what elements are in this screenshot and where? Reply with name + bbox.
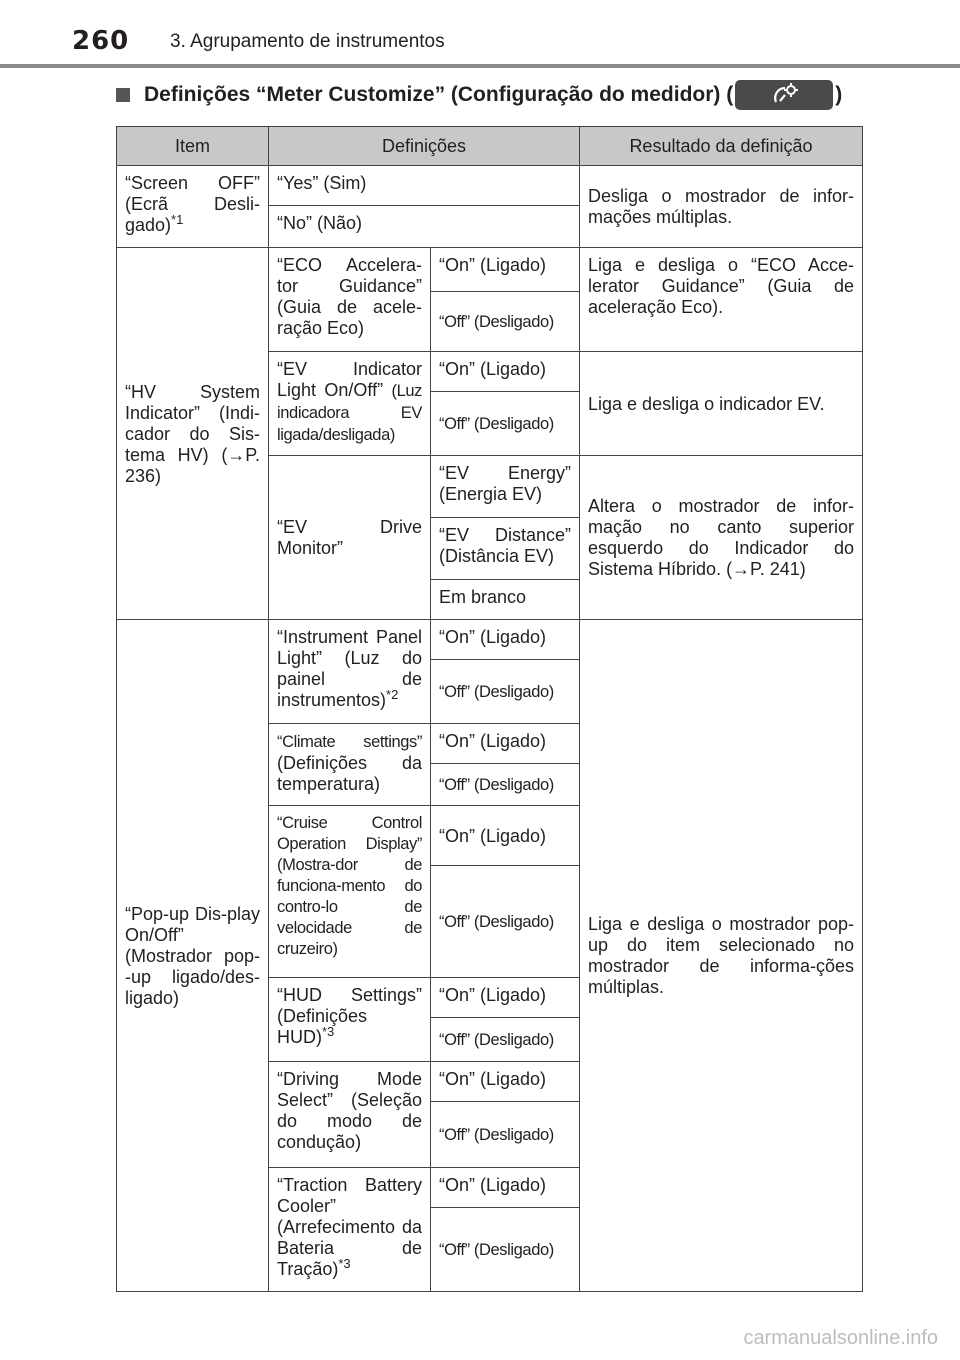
setting-ev-indicator-light-text: “EV Indicator Light On/Off” [277,359,422,400]
option-off: “Off” (Desligado) [431,764,580,806]
option-on: “On” (Ligado) [431,1062,580,1102]
footnote-marker: *1 [171,212,184,227]
option-on: “On” (Ligado) [431,1168,580,1208]
result-ev-drive-monitor: Altera o mostrador de infor-mação no canto superior esquerdo do Indicador do Sistema Híbrido. (→P. 241) [580,456,863,620]
section-heading [116,78,842,112]
option-no: “No” (Não) [269,206,580,248]
chapter-title: 3. Agrupamento de instrumentos [170,31,445,52]
option-off: “Off” (Desligado) [431,660,580,724]
setting-cruise-control: “Cruise Control Operation Display” (Mostra-dor de funciona-mento do contro-lo de velocidade de cruzeiro) [269,806,431,978]
option-on: “On” (Ligado) [431,978,580,1018]
watermark: carmanualsonline.info [743,1327,938,1349]
item-popup-display: “Pop-up Dis-play On/Off” (Mostrador pop- -up ligado/des-ligado) [117,620,269,1292]
page-number: 260 [72,26,130,56]
meter-customize-gear-icon [735,80,833,110]
setting-climate [269,724,431,806]
item-screen-off [117,166,269,248]
option-off: “Off” (Desligado) [431,1018,580,1062]
result-eco-guidance: Liga e desliga o “ECO Acce-lerator Guidance” (Guia de aceleração Eco). [580,248,863,352]
setting-ev-indicator-light-translation: (Luz indicadora EV ligada/desligada) [277,382,422,444]
result-popup-display: Liga e desliga o mostrador pop-up do item selecionado no mostrador de informa-ções múltiplas. [580,620,863,1292]
option-ev-energy: “EV Energy” (Energia EV) [431,456,580,518]
result-ev-indicator: Liga e desliga o indicador EV. [580,352,863,456]
section-title-text: Definições “Meter Customize” (Configuração do medidor) ( [144,83,734,106]
option-on: “On” (Ligado) [431,352,580,392]
setting-hud-text: “HUD Settings” (Definições HUD) [277,985,422,1047]
section-title-close: ) [835,83,843,106]
option-ev-distance: “EV Distance” (Distância EV) [431,518,580,580]
result-screen-off: Desliga o mostrador de infor-mações múltiplas. [580,166,863,248]
header-result: Resultado da definição [580,127,863,166]
footnote-marker: *3 [338,1256,351,1271]
option-yes: “Yes” (Sim) [269,166,580,206]
setting-eco-guidance: “ECO Accelera-tor Guidance” (Guia de acele-ração Eco) [269,248,431,352]
table-row [117,620,863,660]
setting-hud [269,978,431,1062]
setting-climate-text: “Climate settings” [277,733,422,751]
option-on: “On” (Ligado) [431,248,580,292]
table-row [117,166,863,206]
option-blank: Em branco [431,580,580,620]
setting-climate-translation: (Definições da temperatura) [277,753,422,794]
settings-table [116,126,863,1292]
setting-ev-indicator-light [269,352,431,456]
header-definitions: Definições [269,127,580,166]
footnote-marker: *3 [322,1024,335,1039]
option-off: “Off” (Desligado) [431,1208,580,1292]
item-screen-off-text: “Screen OFF” (Ecrã Desli-gado) [125,173,260,235]
setting-traction-battery [269,1168,431,1292]
setting-driving-mode: “Driving Mode Select” (Seleção do modo de condução) [269,1062,431,1168]
item-hv-system-indicator: “HV System Indicator” (Indi-cador do Sis-tema HV) (→P. 236) [117,248,269,620]
setting-instrument-panel-light-text: “Instrument Panel Light” (Luz do painel de instrumentos) [277,627,422,710]
setting-traction-battery-text: “Traction Battery Cooler” (Arrefecimento da Bateria de Tração) [277,1175,422,1279]
option-off: “Off” (Desligado) [431,292,580,352]
setting-ev-drive-monitor: “EV Drive Monitor” [269,456,431,620]
setting-instrument-panel-light [269,620,431,724]
table-header-row [117,127,863,166]
option-off: “Off” (Desligado) [431,392,580,456]
option-off: “Off” (Desligado) [431,1102,580,1168]
table-row [117,248,863,292]
option-on: “On” (Ligado) [431,620,580,660]
footnote-marker: *2 [386,687,399,702]
option-off: “Off” (Desligado) [431,866,580,978]
header-item: Item [117,127,269,166]
header-rule [0,64,960,68]
option-on: “On” (Ligado) [431,806,580,866]
option-on: “On” (Ligado) [431,724,580,764]
square-bullet-icon [116,88,130,102]
